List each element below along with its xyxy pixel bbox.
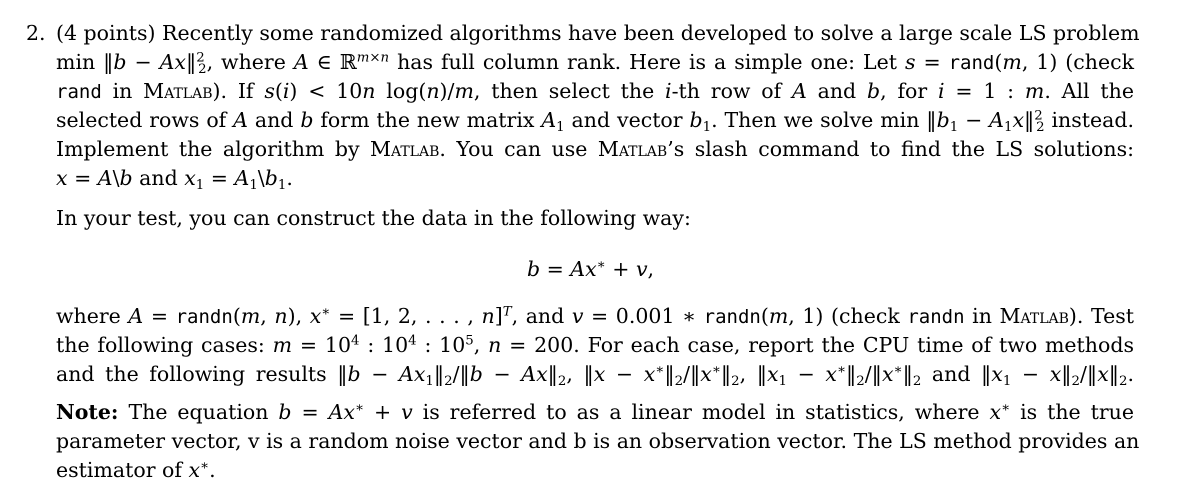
paragraph2-intro: In your test, you can construct the data in the following way: <box>56 206 691 230</box>
problem-number: 2. <box>26 21 46 45</box>
paragraph3-line3: and the following results ‖b − $Ax_1‖_2/‖b$ − $Ax‖_2$, ‖x − $x^∗‖_2/‖x^∗‖_2$, $‖x_1$ − $x^∗‖_2/‖x^∗‖_2$ and $‖x_1$ − $x‖_2/‖x‖_2$. <box>56 362 1135 389</box>
note-line3: estimator of x∗. <box>56 458 216 482</box>
paragraph3-line1: where A = randn(m, n), x∗ = [1, 2, . . . , n]$^T$, and v = 0.001 ∗ randn(m, 1) (check randn in Matlab). Test <box>56 304 1134 328</box>
paragraph1-line1: (4 points) Recently some randomized algorithms have been developed to solve a large scale LS problem <box>56 21 1140 45</box>
paragraph1-line2: min ‖b − Ax‖$^2_2$, where A ∈ ℝ$^{m\times n}$ has full column rank. Here is a simple one: Let s = rand(m, 1) (check <box>56 50 1134 77</box>
paragraph1-line5: Implement the algorithm by Matlab. You can use Matlab’s slash command to find the LS solutions: <box>56 137 1135 161</box>
display-equation: b = Ax∗ + v, <box>526 257 655 281</box>
paragraph1-line4: selected rows of A and b form the new matrix $A_1$ and vector $b_1$. Then we solve $\min ‖b_1$ − $A_1x‖^2_2$ instead. <box>56 108 1134 135</box>
paragraph1-line6: x = A\b and $x_1$ = $A_1\backslash b_1$. <box>56 166 293 193</box>
paragraph1-line3: rand in Matlab). If s(i) < 10n log(n)/m, then select the i-th row of A and b, for i = 1 : m. All the <box>56 79 1134 103</box>
note-line1: Note: The equation b = Ax∗ + v is referred to as a linear model in statistics, where x∗ is the true <box>56 400 1134 424</box>
paragraph3-line2: the following cases: $m = 10^4$ : $10^4$ : $10^5$, n = 200. For each case, report the CPU time of two methods <box>56 333 1134 357</box>
note-line2: parameter vector, v is a random noise vector and b is an observation vector. The LS method provides an <box>56 429 1140 453</box>
note-label: Note: <box>56 400 119 424</box>
